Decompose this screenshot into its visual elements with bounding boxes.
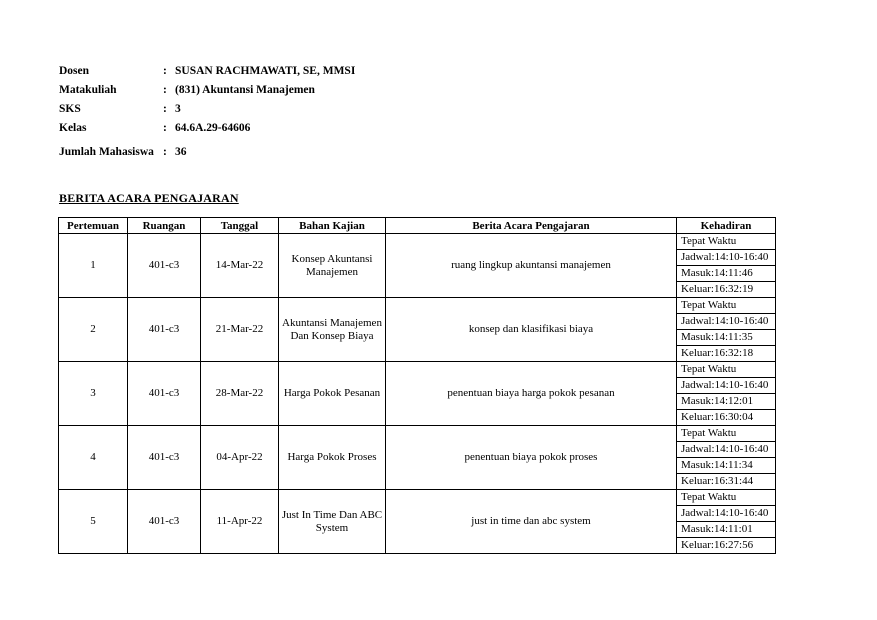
cell-kehadiran-masuk: Masuk:14:12:01 — [677, 394, 776, 410]
colon: : — [163, 121, 167, 134]
header-kehadiran: Kehadiran — [677, 218, 776, 234]
cell-kehadiran-status: Tepat Waktu — [677, 362, 776, 378]
colon: : — [163, 64, 167, 77]
cell-pertemuan: 2 — [59, 298, 128, 362]
cell-kehadiran-masuk: Masuk:14:11:46 — [677, 266, 776, 282]
cell-kehadiran-keluar: Keluar:16:30:04 — [677, 410, 776, 426]
cell-bahan-kajian: Harga Pokok Proses — [279, 426, 386, 490]
cell-kehadiran-masuk: Masuk:14:11:34 — [677, 458, 776, 474]
matakuliah-label: Matakuliah — [59, 83, 117, 96]
cell-kehadiran-keluar: Keluar:16:32:18 — [677, 346, 776, 362]
table-row — [59, 234, 776, 250]
cell-kehadiran-status: Tepat Waktu — [677, 426, 776, 442]
cell-kehadiran-status: Tepat Waktu — [677, 298, 776, 314]
cell-ruangan: 401-c3 — [128, 362, 201, 426]
kelas-value: 64.6A.29-64606 — [175, 121, 251, 134]
cell-berita-acara: konsep dan klasifikasi biaya — [386, 298, 677, 362]
cell-bahan-kajian: Just In Time Dan ABC System — [279, 490, 386, 554]
table-header-row — [59, 218, 776, 234]
sks-row — [59, 99, 355, 118]
cell-tanggal: 04-Apr-22 — [201, 426, 279, 490]
cell-berita-acara: just in time dan abc system — [386, 490, 677, 554]
cell-kehadiran-status: Tepat Waktu — [677, 490, 776, 506]
cell-pertemuan: 3 — [59, 362, 128, 426]
course-info — [59, 61, 355, 167]
cell-kehadiran-keluar: Keluar:16:27:56 — [677, 538, 776, 554]
kelas-row — [59, 118, 355, 137]
section-title: BERITA ACARA PENGAJARAN — [59, 191, 239, 205]
cell-kehadiran-jadwal: Jadwal:14:10-16:40 — [677, 250, 776, 266]
sks-value: 3 — [175, 102, 181, 115]
cell-kehadiran-keluar: Keluar:16:31:44 — [677, 474, 776, 490]
cell-pertemuan: 5 — [59, 490, 128, 554]
colon: : — [163, 102, 167, 115]
colon: : — [163, 83, 167, 96]
cell-berita-acara: penentuan biaya pokok proses — [386, 426, 677, 490]
cell-pertemuan: 4 — [59, 426, 128, 490]
matakuliah-row — [59, 80, 355, 99]
cell-bahan-kajian: Harga Pokok Pesanan — [279, 362, 386, 426]
jumlah-row — [59, 137, 355, 167]
matakuliah-value: (831) Akuntansi Manajemen — [175, 83, 315, 96]
cell-kehadiran-keluar: Keluar:16:32:19 — [677, 282, 776, 298]
jumlah-label: Jumlah Mahasiswa — [59, 146, 154, 158]
cell-tanggal: 28-Mar-22 — [201, 362, 279, 426]
header-tanggal: Tanggal — [201, 218, 279, 234]
cell-berita-acara: ruang lingkup akuntansi manajemen — [386, 234, 677, 298]
cell-kehadiran-jadwal: Jadwal:14:10-16:40 — [677, 378, 776, 394]
cell-kehadiran-masuk: Masuk:14:11:01 — [677, 522, 776, 538]
sks-label: SKS — [59, 102, 81, 115]
header-bahan-kajian: Bahan Kajian — [279, 218, 386, 234]
berita-acara-table — [58, 217, 776, 554]
cell-kehadiran-jadwal: Jadwal:14:10-16:40 — [677, 442, 776, 458]
cell-kehadiran-jadwal: Jadwal:14:10-16:40 — [677, 506, 776, 522]
cell-tanggal: 14-Mar-22 — [201, 234, 279, 298]
cell-kehadiran-masuk: Masuk:14:11:35 — [677, 330, 776, 346]
cell-kehadiran-status: Tepat Waktu — [677, 234, 776, 250]
cell-bahan-kajian: Konsep Akuntansi Manajemen — [279, 234, 386, 298]
cell-bahan-kajian: Akuntansi Manajemen Dan Konsep Biaya — [279, 298, 386, 362]
table-row — [59, 298, 776, 314]
cell-tanggal: 11-Apr-22 — [201, 490, 279, 554]
jumlah-value: 36 — [175, 146, 187, 158]
header-berita-acara: Berita Acara Pengajaran — [386, 218, 677, 234]
cell-berita-acara: penentuan biaya harga pokok pesanan — [386, 362, 677, 426]
dosen-value: SUSAN RACHMAWATI, SE, MMSI — [175, 64, 356, 77]
header-ruangan: Ruangan — [128, 218, 201, 234]
colon: : — [163, 146, 167, 158]
table-row — [59, 426, 776, 442]
kelas-label: Kelas — [59, 121, 87, 134]
cell-ruangan: 401-c3 — [128, 490, 201, 554]
cell-ruangan: 401-c3 — [128, 234, 201, 298]
header-pertemuan: Pertemuan — [59, 218, 128, 234]
cell-kehadiran-jadwal: Jadwal:14:10-16:40 — [677, 314, 776, 330]
cell-pertemuan: 1 — [59, 234, 128, 298]
dosen-label: Dosen — [59, 64, 90, 77]
table-row — [59, 490, 776, 506]
dosen-row — [59, 61, 355, 80]
cell-ruangan: 401-c3 — [128, 298, 201, 362]
table-row — [59, 362, 776, 378]
cell-tanggal: 21-Mar-22 — [201, 298, 279, 362]
cell-ruangan: 401-c3 — [128, 426, 201, 490]
